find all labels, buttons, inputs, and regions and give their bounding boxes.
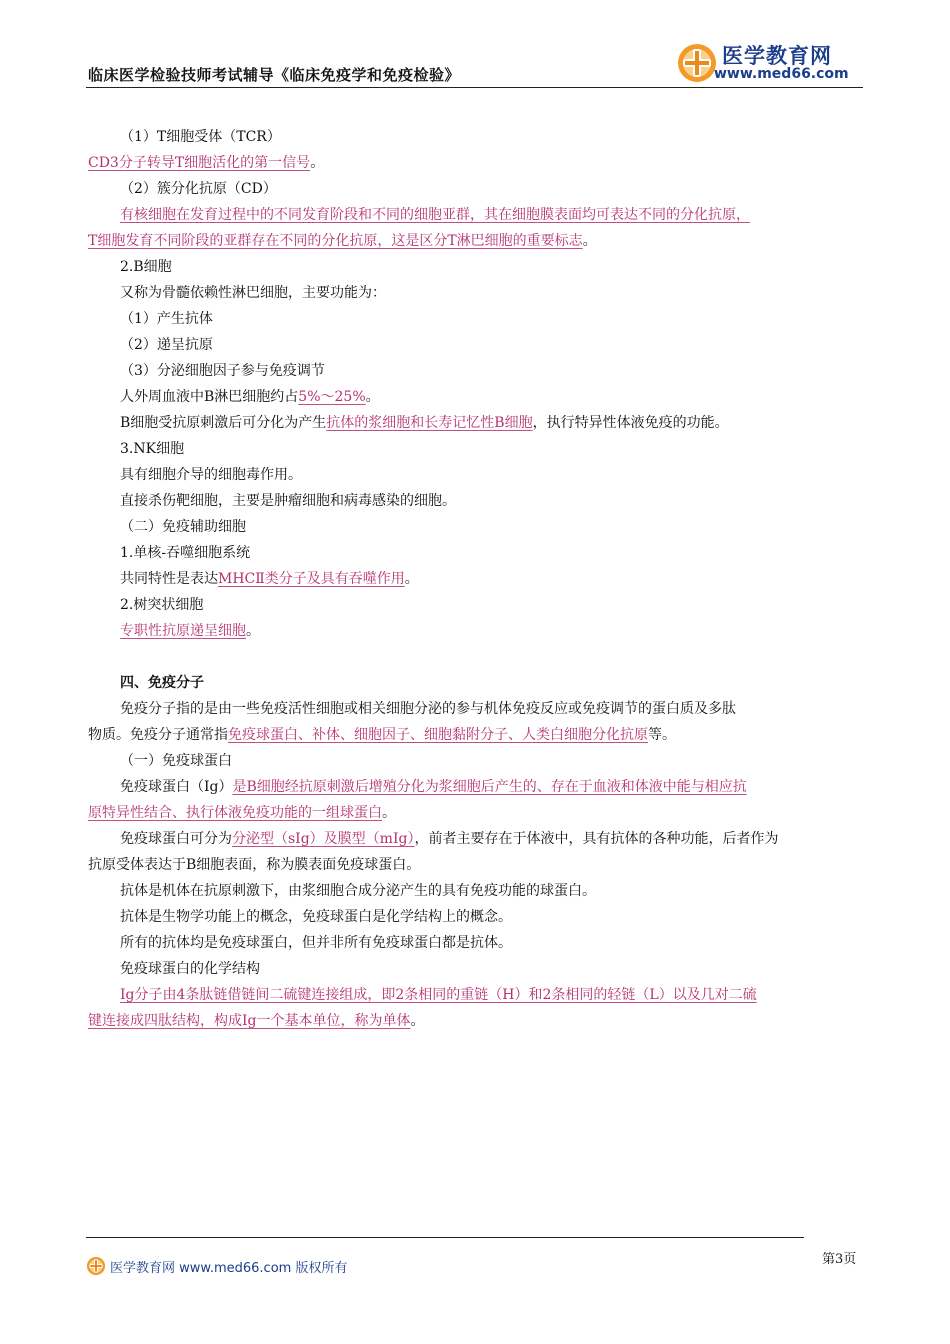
- highlighted-text: T细胞发育不同阶段的亚群存在不同的分化抗原，这是区分T淋巴细胞的重要标志: [88, 233, 583, 249]
- footer-logo-icon: [86, 1256, 106, 1276]
- text-segment: 具有细胞介导的细胞毒作用。: [120, 467, 302, 483]
- text-line: [88, 726, 676, 744]
- text-segment: 抗原受体表达于B细胞表面，称为膜表面免疫球蛋白。: [88, 857, 421, 873]
- text-segment: 抗体是生物学功能上的概念，免疫球蛋白是化学结构上的概念。: [120, 909, 512, 925]
- text-line: [120, 414, 729, 432]
- text-segment: （1）T细胞受体（TCR）: [120, 129, 281, 145]
- text-segment: 2.B细胞: [120, 259, 172, 275]
- text-line: [120, 908, 512, 926]
- text-segment: 免疫分子指的是由一些免疫活性细胞或相关细胞分泌的参与机体免疫反应或免疫调节的蛋白质及多肽: [120, 701, 736, 717]
- text-line: [120, 570, 419, 588]
- text-segment: 。: [404, 571, 419, 587]
- highlighted-text: CD3分子转导T细胞活化的第一信号: [88, 155, 311, 171]
- highlighted-text: 专职性抗原递呈细胞: [120, 623, 246, 639]
- highlighted-text: 免疫球蛋白、补体、细胞因子、细胞黏附分子、人类白细胞分化抗原: [228, 727, 648, 743]
- text-segment: 。: [365, 389, 380, 405]
- text-segment: （2）簇分化抗原（CD）: [120, 181, 277, 197]
- logo-name: 医学教育网: [722, 44, 832, 68]
- highlighted-text: 有核细胞在发育过程中的不同发育阶段和不同的细胞亚群，其在细胞膜表面均可表达不同的分化抗原，: [120, 207, 750, 223]
- text-segment: B细胞受抗原刺激后可分化为产生: [120, 415, 327, 431]
- text-line: [120, 440, 184, 458]
- text-segment: 免疫球蛋白可分为: [120, 831, 232, 847]
- text-segment: 直接杀伤靶细胞，主要是肿瘤细胞和病毒感染的细胞。: [120, 493, 456, 509]
- logo-url: www.med66.com: [714, 66, 849, 82]
- text-line: [120, 310, 213, 328]
- text-segment: 人外周血液中B淋巴细胞约占: [120, 389, 299, 405]
- highlighted-text: 键连接成四肽结构，构成Ig一个基本单位，称为单体: [88, 1013, 411, 1029]
- text-line: [120, 882, 596, 900]
- highlighted-text: 原特异性结合、执行体液免疫功能的一组球蛋白: [88, 805, 382, 821]
- highlighted-text: Ig分子由4条肽链借链间二硫键连接组成，即2条相同的重链（H）和2条相同的轻链（L）以及几对二硫: [120, 987, 757, 1003]
- text-line: [120, 128, 281, 146]
- text-line: [120, 986, 757, 1004]
- text-line: [120, 180, 277, 198]
- footer-copyright: 医学教育网 www.med66.com 版权所有: [110, 1261, 348, 1276]
- text-segment: 。: [410, 1013, 425, 1029]
- header-title: 临床医学检验技师考试辅导《临床免疫学和免疫检验》: [88, 66, 461, 84]
- text-segment: （3）分泌细胞因子参与免疫调节: [120, 363, 325, 379]
- med66-cross-logo-icon: [676, 42, 718, 84]
- text-line: [120, 258, 172, 276]
- highlighted-text: 5%～25%: [298, 389, 366, 405]
- text-line: [120, 544, 250, 562]
- text-segment: 免疫球蛋白（Ig）: [120, 779, 233, 795]
- text-line: [120, 830, 778, 848]
- text-segment: 。: [310, 155, 325, 171]
- header-divider: [86, 87, 863, 88]
- highlighted-text: 是B细胞经抗原刺激后增殖分化为浆细胞后产生的、存在于血液和体液中能与相应抗: [232, 779, 747, 795]
- text-segment: 所有的抗体均是免疫球蛋白，但并非所有免疫球蛋白都是抗体。: [120, 935, 512, 951]
- text-line: [120, 700, 736, 718]
- text-line: [120, 284, 386, 302]
- text-segment: （2）递呈抗原: [120, 337, 213, 353]
- text-line: [88, 154, 324, 172]
- text-line: [120, 466, 302, 484]
- text-line: [120, 362, 325, 380]
- text-segment: 免疫球蛋白的化学结构: [120, 961, 260, 977]
- text-segment: 等。: [648, 727, 676, 743]
- text-line: [88, 804, 396, 822]
- text-line: [120, 336, 213, 354]
- text-segment: 。: [246, 623, 260, 639]
- text-line: [88, 232, 597, 250]
- footer-divider: [86, 1237, 804, 1238]
- text-line: [120, 752, 232, 770]
- text-line: [120, 518, 246, 536]
- page-number: 第3页: [822, 1252, 857, 1267]
- text-line: [120, 622, 260, 640]
- text-segment: 共同特性是表达: [120, 571, 218, 587]
- text-segment: 3.NK细胞: [120, 441, 185, 457]
- text-line: [120, 206, 750, 224]
- text-line: [120, 934, 512, 952]
- text-segment: ，前者主要存在于体液中，具有抗体的各种功能，后者作为: [414, 831, 779, 847]
- text-segment: 四、免疫分子: [120, 675, 204, 691]
- text-segment: 又称为骨髓依赖性淋巴细胞，主要功能为：: [120, 285, 386, 301]
- text-line: [120, 960, 260, 978]
- text-line: [120, 492, 456, 510]
- section-heading: [120, 674, 204, 692]
- text-segment: 2.树突状细胞: [120, 597, 204, 613]
- text-segment: 抗体是机体在抗原刺激下，由浆细胞合成分泌产生的具有免疫功能的球蛋白。: [120, 883, 596, 899]
- text-line: [88, 1012, 425, 1030]
- highlighted-text: 抗体的浆细胞和长寿记忆性B细胞: [326, 415, 533, 431]
- text-line: [120, 596, 203, 614]
- text-line: [120, 778, 747, 796]
- text-line: [120, 388, 380, 406]
- text-line: [88, 856, 420, 874]
- text-segment: ，执行特异性体液免疫的功能。: [532, 415, 729, 431]
- text-segment: （二）免疫辅助细胞: [120, 519, 246, 535]
- text-segment: （一）免疫球蛋白: [120, 753, 232, 769]
- text-segment: 1.单核-吞噬细胞系统: [120, 545, 251, 561]
- text-segment: 。: [582, 233, 597, 249]
- text-segment: 。: [382, 805, 396, 821]
- text-segment: （1）产生抗体: [120, 311, 213, 327]
- highlighted-text: MHCⅡ类分子及具有吞噬作用: [218, 571, 405, 587]
- text-segment: 物质。免疫分子通常指: [88, 727, 228, 743]
- site-logo[interactable]: [676, 40, 866, 86]
- highlighted-text: 分泌型（sIg）及膜型（mIg）: [232, 831, 415, 847]
